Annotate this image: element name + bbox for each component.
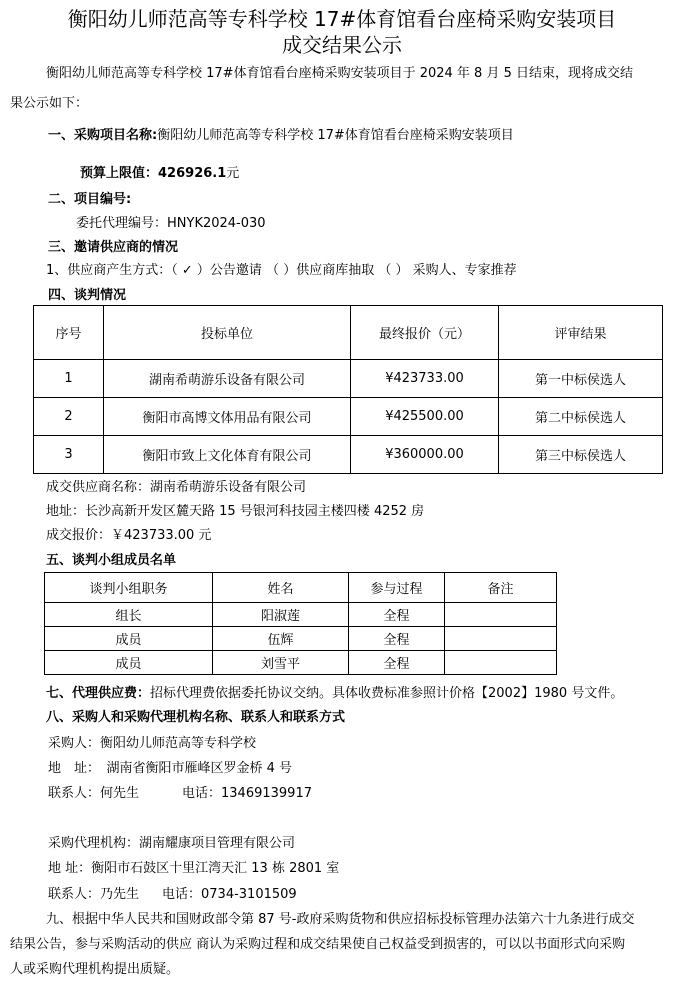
member-col-header: 参与过程 [349, 573, 445, 603]
agency-code: 委托代理编号：HNYK2024-030 [76, 216, 266, 231]
table-row [45, 651, 557, 675]
agency-contact: 联系人：乃先生 [48, 887, 140, 902]
member-cell: 成员 [45, 627, 213, 651]
bid-col-header: 序号 [34, 306, 104, 360]
table-row [34, 360, 663, 398]
budget-unit: 元 [226, 166, 240, 181]
bid-cell: 衡阳市高博文体用品有限公司 [104, 398, 351, 436]
member-col-header: 备注 [445, 573, 557, 603]
member-col-header: 姓名 [213, 573, 349, 603]
bid-cell: 第一中标侯选人 [499, 360, 663, 398]
section2-label: 二、项目编号: [48, 192, 132, 207]
section9-line3: 人或采购代理机构提出质疑。 [10, 962, 180, 977]
member-cell: 阳淑莲 [213, 603, 349, 627]
bid-cell: 第二中标侯选人 [499, 398, 663, 436]
page-title-line2: 成交结果公示 [282, 33, 402, 57]
bid-col-header: 最终报价（元） [351, 306, 499, 360]
member-cell [445, 651, 557, 675]
bid-cell: 2 [34, 398, 104, 436]
intro-line2: 果公示如下： [10, 96, 89, 111]
budget-value: 426926.1 [158, 166, 227, 181]
intro-line1: 衡阳幼儿师范高等专科学校 17#体育馆看台座椅采购安装项目于 2024 年 8 月 5 日结束，现将成交结 [46, 66, 633, 81]
section9-line1: 九、根据中华人民共和国财政部令第 87 号-政府采购货物和供应招标投标管理办法第六十九条进行成交 [46, 912, 635, 927]
member-cell: 组长 [45, 603, 213, 627]
member-cell [445, 627, 557, 651]
winner-address: 地址：长沙高新开发区麓天路 15 号银河科技园主楼四楼 4252 房 [46, 504, 425, 519]
member-col-header: 谈判小组职务 [45, 573, 213, 603]
section3-label: 三、邀请供应商的情况 [48, 240, 179, 255]
agency-phone: 电话：0734-3101509 [162, 887, 297, 902]
purchaser-contact: 联系人：何先生 [48, 786, 140, 801]
purchaser-phone: 电话：13469139917 [182, 786, 312, 801]
section7 [46, 686, 623, 702]
section4-label: 四、谈判情况 [48, 288, 127, 303]
bid-cell: 湖南希萌游乐设备有限公司 [104, 360, 351, 398]
purchaser: 采购人：衡阳幼儿师范高等专科学校 [48, 736, 257, 751]
bid-cell: 衡阳市致上文化体育有限公司 [104, 436, 351, 474]
section1-value: 衡阳幼儿师范高等专科学校 17#体育馆看台座椅采购安装项目 [157, 128, 514, 143]
section8-label: 八、采购人和采购代理机构名称、联系人和联系方式 [46, 710, 346, 725]
purchaser-address: 地 址： 湖南省衡阳市雁峰区罗金桥 4 号 [48, 761, 293, 776]
agency-address: 地 址：衡阳市石鼓区十里江湾天汇 13 栋 2801 室 [48, 861, 340, 876]
member-cell: 伍辉 [213, 627, 349, 651]
bid-cell: 3 [34, 436, 104, 474]
bid-cell: 第三中标侯选人 [499, 436, 663, 474]
budget-label: 预算上限值： [80, 166, 159, 181]
winner-name: 成交供应商名称：湖南希萌游乐设备有限公司 [46, 480, 307, 495]
section9-line2: 结果公告，参与采购活动的供应 商认为采购过程和成交结果使自己权益受到损害的，可以以书面形式向采购 [10, 937, 626, 952]
budget [80, 166, 239, 182]
table-row [45, 627, 557, 651]
supplier-method: 1、供应商产生方式：（ ✓ ）公告邀请 （ ）供应商库抽取 （ ） 采购人、专家推荐 [46, 263, 517, 278]
section7-value: 招标代理费依据委托协议交纳。具体收费标准参照计价格【2002】1980 号文件。 [150, 686, 624, 701]
winner-price: 成交报价：￥423733.00 元 [46, 528, 212, 543]
bid-table [33, 305, 663, 474]
table-row [34, 398, 663, 436]
bid-cell: ¥360000.00 [351, 436, 499, 474]
bid-cell: ¥423733.00 [351, 360, 499, 398]
bid-cell: ¥425500.00 [351, 398, 499, 436]
bid-col-header: 评审结果 [499, 306, 663, 360]
member-cell: 全程 [349, 627, 445, 651]
section1-label: 一、采购项目名称: [48, 128, 158, 143]
section1 [48, 128, 514, 144]
agency: 采购代理机构：湖南耀康项目管理有限公司 [48, 836, 296, 851]
bid-col-header: 投标单位 [104, 306, 351, 360]
table-row [34, 436, 663, 474]
bid-table-header [34, 306, 663, 360]
bid-cell: 1 [34, 360, 104, 398]
member-cell: 全程 [349, 603, 445, 627]
section7-label: 七、代理供应费： [46, 686, 151, 701]
page-title-line1: 衡阳幼儿师范高等专科学校 17#体育馆看台座椅采购安装项目 [67, 7, 617, 31]
section5-label: 五、谈判小组成员名单 [46, 553, 177, 568]
member-table-header [45, 573, 557, 603]
table-row [45, 603, 557, 627]
member-cell: 成员 [45, 651, 213, 675]
member-cell: 刘雪平 [213, 651, 349, 675]
member-table [44, 572, 557, 675]
member-cell: 全程 [349, 651, 445, 675]
member-cell [445, 603, 557, 627]
